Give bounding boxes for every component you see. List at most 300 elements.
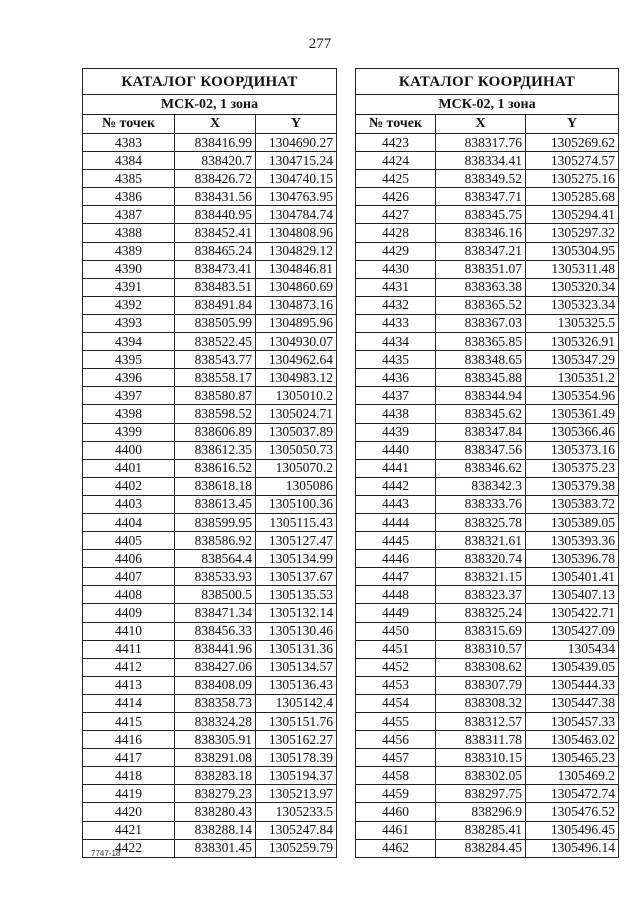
point-number-cell: 4401 — [83, 459, 175, 477]
table-row — [356, 495, 619, 513]
point-number-cell: 4456 — [356, 731, 436, 749]
y-coordinate-cell: 1305361.49 — [526, 405, 619, 423]
y-coordinate-cell: 1305434 — [526, 640, 619, 658]
y-coordinate-cell: 1305070.2 — [256, 459, 337, 477]
point-number-cell: 4407 — [83, 568, 175, 586]
y-coordinate-cell: 1305233.5 — [256, 803, 337, 821]
x-coordinate-cell: 838302.05 — [436, 767, 526, 785]
x-coordinate-cell: 838500.5 — [175, 586, 256, 604]
point-number-cell: 4409 — [83, 604, 175, 622]
point-number-cell: 4420 — [83, 803, 175, 821]
point-number-cell: 4404 — [83, 513, 175, 531]
catalog-subtitle: МСК-02, 1 зона — [83, 95, 337, 115]
y-coordinate-cell: 1305135.53 — [256, 586, 337, 604]
table-row — [356, 532, 619, 550]
point-number-cell: 4433 — [356, 314, 436, 332]
point-number-cell: 4434 — [356, 333, 436, 351]
x-coordinate-cell: 838349.52 — [436, 170, 526, 188]
point-number-cell: 4448 — [356, 586, 436, 604]
page-number: 277 — [308, 36, 332, 52]
point-number-cell: 4395 — [83, 351, 175, 369]
y-coordinate-cell: 1305396.78 — [526, 550, 619, 568]
table-row — [356, 242, 619, 260]
y-coordinate-cell: 1305213.97 — [256, 785, 337, 803]
point-number-cell: 4386 — [83, 188, 175, 206]
y-coordinate-cell: 1305383.72 — [526, 495, 619, 513]
y-coordinate-cell: 1305136.43 — [256, 676, 337, 694]
table-row — [356, 278, 619, 296]
point-number-cell: 4430 — [356, 260, 436, 278]
y-coordinate-cell: 1305422.71 — [526, 604, 619, 622]
table-row — [356, 152, 619, 170]
point-number-cell: 4417 — [83, 749, 175, 767]
table-row — [356, 387, 619, 405]
x-coordinate-cell: 838345.88 — [436, 369, 526, 387]
table-row — [83, 676, 337, 694]
table-row — [356, 513, 619, 531]
point-number-cell: 4402 — [83, 477, 175, 495]
x-coordinate-cell: 838308.62 — [436, 658, 526, 676]
x-coordinate-cell: 838599.95 — [175, 513, 256, 531]
x-coordinate-cell: 838431.56 — [175, 188, 256, 206]
table-row — [356, 785, 619, 803]
x-coordinate-cell: 838347.21 — [436, 242, 526, 260]
y-coordinate-cell: 1305465.23 — [526, 749, 619, 767]
column-header-y: Y — [526, 115, 619, 134]
table-row — [356, 640, 619, 658]
x-coordinate-cell: 838618.18 — [175, 477, 256, 495]
table-row — [83, 749, 337, 767]
y-coordinate-cell: 1305162.27 — [256, 731, 337, 749]
table-row — [356, 749, 619, 767]
y-coordinate-cell: 1305131.36 — [256, 640, 337, 658]
point-number-cell: 4423 — [356, 134, 436, 152]
column-header-y: Y — [256, 115, 337, 134]
y-coordinate-cell: 1305297.32 — [526, 224, 619, 242]
x-coordinate-cell: 838347.84 — [436, 423, 526, 441]
table-row — [356, 170, 619, 188]
point-number-cell: 4455 — [356, 713, 436, 731]
x-coordinate-cell: 838456.33 — [175, 622, 256, 640]
y-coordinate-cell: 1304983.12 — [256, 369, 337, 387]
point-number-cell: 4444 — [356, 513, 436, 531]
y-coordinate-cell: 1305496.14 — [526, 839, 619, 857]
table-row — [356, 477, 619, 495]
x-coordinate-cell: 838333.76 — [436, 495, 526, 513]
catalog-subtitle: МСК-02, 1 зона — [356, 95, 619, 115]
y-coordinate-cell: 1305407.13 — [526, 586, 619, 604]
table-row — [356, 622, 619, 640]
x-coordinate-cell: 838310.15 — [436, 749, 526, 767]
x-coordinate-cell: 838280.43 — [175, 803, 256, 821]
table-row — [83, 441, 337, 459]
x-coordinate-cell: 838606.89 — [175, 423, 256, 441]
catalog-title: КАТАЛОГ КООРДИНАТ — [83, 69, 337, 95]
point-number-cell: 4451 — [356, 640, 436, 658]
x-coordinate-cell: 838613.45 — [175, 495, 256, 513]
x-coordinate-cell: 838325.24 — [436, 604, 526, 622]
x-coordinate-cell: 838416.99 — [175, 134, 256, 152]
point-number-cell: 4421 — [83, 821, 175, 839]
y-coordinate-cell: 1305373.16 — [526, 441, 619, 459]
x-coordinate-cell: 838586.92 — [175, 532, 256, 550]
point-number-cell: 4398 — [83, 405, 175, 423]
x-coordinate-cell: 838307.79 — [436, 676, 526, 694]
point-number-cell: 4427 — [356, 206, 436, 224]
x-coordinate-cell: 838296.9 — [436, 803, 526, 821]
x-coordinate-cell: 838558.17 — [175, 369, 256, 387]
point-number-cell: 4440 — [356, 441, 436, 459]
x-coordinate-cell: 838345.75 — [436, 206, 526, 224]
x-coordinate-cell: 838320.74 — [436, 550, 526, 568]
y-coordinate-cell: 1305024.71 — [256, 405, 337, 423]
point-number-cell: 4436 — [356, 369, 436, 387]
point-number-cell: 4406 — [83, 550, 175, 568]
y-coordinate-cell: 1305444.33 — [526, 676, 619, 694]
y-coordinate-cell: 1305325.5 — [526, 314, 619, 332]
y-coordinate-cell: 1305269.62 — [526, 134, 619, 152]
y-coordinate-cell: 1305463.02 — [526, 731, 619, 749]
table-row — [83, 296, 337, 314]
point-number-cell: 4439 — [356, 423, 436, 441]
x-coordinate-cell: 838612.35 — [175, 441, 256, 459]
x-coordinate-cell: 838408.09 — [175, 676, 256, 694]
point-number-cell: 4388 — [83, 224, 175, 242]
table-row — [83, 821, 337, 839]
point-number-cell: 4405 — [83, 532, 175, 550]
point-number-cell: 4453 — [356, 676, 436, 694]
table-row — [83, 694, 337, 712]
point-number-cell: 4446 — [356, 550, 436, 568]
x-coordinate-cell: 838342.3 — [436, 477, 526, 495]
table-row — [83, 314, 337, 332]
x-coordinate-cell: 838344.94 — [436, 387, 526, 405]
table-row — [83, 188, 337, 206]
y-coordinate-cell: 1305476.52 — [526, 803, 619, 821]
y-coordinate-cell: 1305247.84 — [256, 821, 337, 839]
y-coordinate-cell: 1305351.2 — [526, 369, 619, 387]
table-row — [83, 586, 337, 604]
y-coordinate-cell: 1305134.99 — [256, 550, 337, 568]
x-coordinate-cell: 838348.65 — [436, 351, 526, 369]
document-code: 7747-18 — [91, 849, 121, 858]
point-number-cell: 4389 — [83, 242, 175, 260]
x-coordinate-cell: 838365.52 — [436, 296, 526, 314]
table-row — [83, 242, 337, 260]
x-coordinate-cell: 838427.06 — [175, 658, 256, 676]
point-number-cell: 4458 — [356, 767, 436, 785]
table-row — [356, 423, 619, 441]
point-number-cell: 4414 — [83, 694, 175, 712]
y-coordinate-cell: 1305130.46 — [256, 622, 337, 640]
y-coordinate-cell: 1305178.39 — [256, 749, 337, 767]
column-header-x: X — [436, 115, 526, 134]
table-row — [83, 713, 337, 731]
table-row — [356, 441, 619, 459]
x-coordinate-cell: 838351.07 — [436, 260, 526, 278]
table-row — [83, 170, 337, 188]
point-number-cell: 4418 — [83, 767, 175, 785]
point-number-cell: 4428 — [356, 224, 436, 242]
x-coordinate-cell: 838315.69 — [436, 622, 526, 640]
point-number-cell: 4459 — [356, 785, 436, 803]
y-coordinate-cell: 1304808.96 — [256, 224, 337, 242]
y-coordinate-cell: 1304740.15 — [256, 170, 337, 188]
table-row — [356, 314, 619, 332]
x-coordinate-cell: 838580.87 — [175, 387, 256, 405]
y-coordinate-cell: 1305115.43 — [256, 513, 337, 531]
table-row — [83, 658, 337, 676]
point-number-cell: 4385 — [83, 170, 175, 188]
x-coordinate-cell: 838533.93 — [175, 568, 256, 586]
y-coordinate-cell: 1305320.34 — [526, 278, 619, 296]
table-row — [356, 333, 619, 351]
table-row — [356, 713, 619, 731]
table-row — [356, 260, 619, 278]
table-row — [356, 767, 619, 785]
table-row — [83, 423, 337, 441]
x-coordinate-cell: 838291.08 — [175, 749, 256, 767]
y-coordinate-cell: 1304715.24 — [256, 152, 337, 170]
y-coordinate-cell: 1304962.64 — [256, 351, 337, 369]
coordinate-catalog-right — [355, 68, 619, 858]
point-number-cell: 4442 — [356, 477, 436, 495]
point-number-cell: 4391 — [83, 278, 175, 296]
table-row — [356, 604, 619, 622]
table-row — [356, 188, 619, 206]
column-header-point-number: № точек — [356, 115, 436, 134]
point-number-cell: 4387 — [83, 206, 175, 224]
y-coordinate-cell: 1305274.57 — [526, 152, 619, 170]
y-coordinate-cell: 1305037.89 — [256, 423, 337, 441]
point-number-cell: 4383 — [83, 134, 175, 152]
table-row — [356, 296, 619, 314]
y-coordinate-cell: 1305347.29 — [526, 351, 619, 369]
point-number-cell: 4415 — [83, 713, 175, 731]
x-coordinate-cell: 838321.61 — [436, 532, 526, 550]
table-row — [356, 821, 619, 839]
y-coordinate-cell: 1305127.47 — [256, 532, 337, 550]
point-number-cell: 4437 — [356, 387, 436, 405]
point-number-cell: 4392 — [83, 296, 175, 314]
table-row — [83, 224, 337, 242]
table-row — [83, 278, 337, 296]
table-row — [356, 351, 619, 369]
table-row — [356, 134, 619, 152]
table-row — [83, 351, 337, 369]
point-number-cell: 4460 — [356, 803, 436, 821]
x-coordinate-cell: 838543.77 — [175, 351, 256, 369]
table-row — [83, 206, 337, 224]
point-number-cell: 4450 — [356, 622, 436, 640]
x-coordinate-cell: 838420.7 — [175, 152, 256, 170]
catalog-body-right — [356, 134, 619, 858]
catalog-title: КАТАЛОГ КООРДИНАТ — [356, 69, 619, 95]
y-coordinate-cell: 1305389.05 — [526, 513, 619, 531]
table-row — [83, 785, 337, 803]
point-number-cell: 4426 — [356, 188, 436, 206]
x-coordinate-cell: 838440.95 — [175, 206, 256, 224]
x-coordinate-cell: 838346.62 — [436, 459, 526, 477]
table-row — [83, 640, 337, 658]
table-row — [356, 586, 619, 604]
table-row — [83, 731, 337, 749]
x-coordinate-cell: 838452.41 — [175, 224, 256, 242]
x-coordinate-cell: 838616.52 — [175, 459, 256, 477]
table-row — [83, 387, 337, 405]
x-coordinate-cell: 838285.41 — [436, 821, 526, 839]
x-coordinate-cell: 838347.71 — [436, 188, 526, 206]
x-coordinate-cell: 838317.76 — [436, 134, 526, 152]
x-coordinate-cell: 838321.15 — [436, 568, 526, 586]
x-coordinate-cell: 838363.38 — [436, 278, 526, 296]
table-row — [83, 495, 337, 513]
table-row — [83, 622, 337, 640]
x-coordinate-cell: 838365.85 — [436, 333, 526, 351]
table-row — [83, 477, 337, 495]
y-coordinate-cell: 1305457.33 — [526, 713, 619, 731]
y-coordinate-cell: 1305472.74 — [526, 785, 619, 803]
y-coordinate-cell: 1305469.2 — [526, 767, 619, 785]
point-number-cell: 4384 — [83, 152, 175, 170]
table-row — [83, 369, 337, 387]
x-coordinate-cell: 838426.72 — [175, 170, 256, 188]
point-number-cell: 4443 — [356, 495, 436, 513]
y-coordinate-cell: 1304846.81 — [256, 260, 337, 278]
table-row — [83, 767, 337, 785]
y-coordinate-cell: 1305086 — [256, 477, 337, 495]
y-coordinate-cell: 1305151.76 — [256, 713, 337, 731]
table-row — [83, 333, 337, 351]
y-coordinate-cell: 1305050.73 — [256, 441, 337, 459]
table-row — [83, 134, 337, 152]
x-coordinate-cell: 838358.73 — [175, 694, 256, 712]
table-row — [83, 839, 337, 857]
table-row — [83, 405, 337, 423]
point-number-cell: 4393 — [83, 314, 175, 332]
x-coordinate-cell: 838345.62 — [436, 405, 526, 423]
y-coordinate-cell: 1305285.68 — [526, 188, 619, 206]
point-number-cell: 4400 — [83, 441, 175, 459]
y-coordinate-cell: 1305311.48 — [526, 260, 619, 278]
x-coordinate-cell: 838367.03 — [436, 314, 526, 332]
point-number-cell: 4416 — [83, 731, 175, 749]
y-coordinate-cell: 1305294.41 — [526, 206, 619, 224]
y-coordinate-cell: 1305142.4 — [256, 694, 337, 712]
y-coordinate-cell: 1305259.79 — [256, 839, 337, 857]
y-coordinate-cell: 1305447.38 — [526, 694, 619, 712]
y-coordinate-cell: 1304930.07 — [256, 333, 337, 351]
x-coordinate-cell: 838324.28 — [175, 713, 256, 731]
table-row — [83, 568, 337, 586]
y-coordinate-cell: 1305132.14 — [256, 604, 337, 622]
point-number-cell: 4438 — [356, 405, 436, 423]
x-coordinate-cell: 838522.45 — [175, 333, 256, 351]
x-coordinate-cell: 838284.45 — [436, 839, 526, 857]
point-number-cell: 4394 — [83, 333, 175, 351]
y-coordinate-cell: 1304690.27 — [256, 134, 337, 152]
point-number-cell: 4413 — [83, 676, 175, 694]
table-row — [356, 568, 619, 586]
point-number-cell: 4431 — [356, 278, 436, 296]
y-coordinate-cell: 1305137.67 — [256, 568, 337, 586]
y-coordinate-cell: 1305366.46 — [526, 423, 619, 441]
point-number-cell: 4419 — [83, 785, 175, 803]
x-coordinate-cell: 838310.57 — [436, 640, 526, 658]
x-coordinate-cell: 838288.14 — [175, 821, 256, 839]
table-row — [356, 694, 619, 712]
y-coordinate-cell: 1305326.91 — [526, 333, 619, 351]
point-number-cell: 4462 — [356, 839, 436, 857]
table-row — [83, 532, 337, 550]
y-coordinate-cell: 1305304.95 — [526, 242, 619, 260]
table-row — [356, 206, 619, 224]
y-coordinate-cell: 1305375.23 — [526, 459, 619, 477]
x-coordinate-cell: 838471.34 — [175, 604, 256, 622]
y-coordinate-cell: 1305379.38 — [526, 477, 619, 495]
y-coordinate-cell: 1305100.36 — [256, 495, 337, 513]
x-coordinate-cell: 838311.78 — [436, 731, 526, 749]
table-row — [356, 459, 619, 477]
table-row — [356, 676, 619, 694]
catalog-body-left — [83, 134, 337, 858]
table-row — [356, 369, 619, 387]
table-row — [356, 405, 619, 423]
point-number-cell: 4408 — [83, 586, 175, 604]
point-number-cell: 4457 — [356, 749, 436, 767]
point-number-cell: 4445 — [356, 532, 436, 550]
point-number-cell: 4454 — [356, 694, 436, 712]
y-coordinate-cell: 1304895.96 — [256, 314, 337, 332]
x-coordinate-cell: 838483.51 — [175, 278, 256, 296]
x-coordinate-cell: 838305.91 — [175, 731, 256, 749]
table-row — [356, 731, 619, 749]
y-coordinate-cell: 1304873.16 — [256, 296, 337, 314]
point-number-cell: 4410 — [83, 622, 175, 640]
table-row — [83, 152, 337, 170]
x-coordinate-cell: 838308.32 — [436, 694, 526, 712]
point-number-cell: 4411 — [83, 640, 175, 658]
y-coordinate-cell: 1305401.41 — [526, 568, 619, 586]
x-coordinate-cell: 838325.78 — [436, 513, 526, 531]
y-coordinate-cell: 1304763.95 — [256, 188, 337, 206]
x-coordinate-cell: 838598.52 — [175, 405, 256, 423]
point-number-cell: 4412 — [83, 658, 175, 676]
table-row — [356, 550, 619, 568]
x-coordinate-cell: 838505.99 — [175, 314, 256, 332]
y-coordinate-cell: 1305194.37 — [256, 767, 337, 785]
point-number-cell: 4461 — [356, 821, 436, 839]
point-number-cell: 4390 — [83, 260, 175, 278]
table-row — [356, 658, 619, 676]
x-coordinate-cell: 838297.75 — [436, 785, 526, 803]
x-coordinate-cell: 838441.96 — [175, 640, 256, 658]
y-coordinate-cell: 1305275.16 — [526, 170, 619, 188]
coordinate-catalog-left — [82, 68, 337, 858]
table-row — [356, 839, 619, 857]
point-number-cell: 4447 — [356, 568, 436, 586]
table-row — [356, 803, 619, 821]
x-coordinate-cell: 838465.24 — [175, 242, 256, 260]
x-coordinate-cell: 838279.23 — [175, 785, 256, 803]
point-number-cell: 4441 — [356, 459, 436, 477]
point-number-cell: 4452 — [356, 658, 436, 676]
point-number-cell: 4422 — [83, 839, 175, 857]
x-coordinate-cell: 838301.45 — [175, 839, 256, 857]
x-coordinate-cell: 838491.84 — [175, 296, 256, 314]
x-coordinate-cell: 838323.37 — [436, 586, 526, 604]
column-header-x: X — [175, 115, 256, 134]
